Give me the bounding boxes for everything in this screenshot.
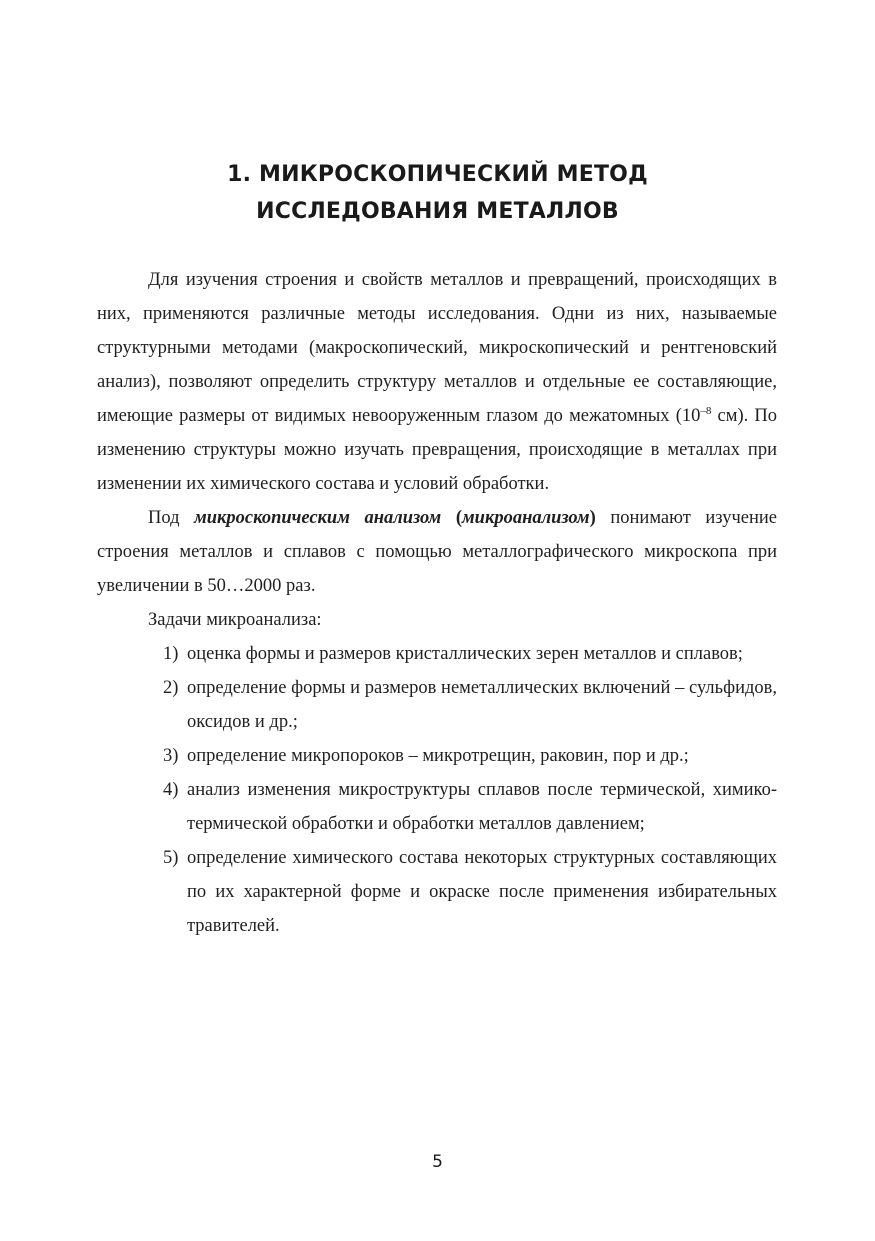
paragraph-definition (97, 501, 777, 603)
chapter-title-line-1: 1. МИКРОСКОПИЧЕСКИЙ МЕТОД (227, 162, 648, 187)
list-item-text: оценка формы и размеров кристаллических зерен металлов и сплавов; (187, 644, 743, 664)
paragraph-intro-text-a: Для изучения строения и свойств металлов и превращений, происходящих в них, применяются различные методы исследования. Одни из них, называемые структурными методами (макроскопический, микроскопический и рентгеновский анализ), позволяют определить структуру металлов и отдельные ее составляющие, имеющие размеры от видимых невооруженным глазом до межатомных (10 (97, 270, 777, 426)
close-paren: ) (589, 508, 596, 528)
paragraph-intro-text-b: см). По изменению структуры можно изучать превращения, происходящие в металлах при изменении их химического состава и условий обработки. (97, 406, 777, 494)
list-item-number: 5) (163, 848, 179, 868)
definition-rest: понимают изучение строения металлов и сплавов с помощью металлографического микроскопа при увеличении в 50…2000 раз. (97, 508, 777, 596)
list-item-text: анализ изменения микроструктуры сплавов после термической, химико-термической обработки и обработки металлов давлением; (187, 780, 777, 834)
body-text (97, 263, 777, 943)
definition-start: Под (148, 508, 195, 528)
list-item (97, 841, 777, 943)
list-item (97, 773, 777, 841)
list-item-number: 3) (163, 746, 179, 766)
exponent: –8 (700, 405, 712, 417)
tasks-list (97, 637, 777, 943)
chapter-title-line-2: ИССЛЕДОВАНИЯ МЕТАЛЛОВ (256, 199, 619, 224)
list-item-number: 4) (163, 780, 179, 800)
list-item-text: определение микропороков – микротрещин, раковин, пор и др.; (187, 746, 689, 766)
list-item-number: 2) (163, 678, 179, 698)
list-item-number: 1) (163, 644, 179, 664)
chapter-title (0, 156, 875, 230)
list-item-text: определение химического состава некоторых структурных составляющих по их характерной форме и окраске после применения избирательных травителей. (187, 848, 777, 936)
term-microanalysis: микроанализом (462, 508, 590, 528)
open-paren: ( (441, 508, 462, 528)
list-item-text: определение формы и размеров неметаллических включений – сульфидов, оксидов и др.; (187, 678, 777, 732)
list-item (97, 671, 777, 739)
page-number: 5 (432, 1152, 443, 1172)
tasks-lead: Задачи микроанализа: (148, 610, 322, 630)
list-item (97, 739, 777, 773)
list-item (97, 637, 777, 671)
term-microscopic-analysis: микроскопическим анализом (194, 508, 442, 528)
paragraph-intro (97, 263, 777, 501)
